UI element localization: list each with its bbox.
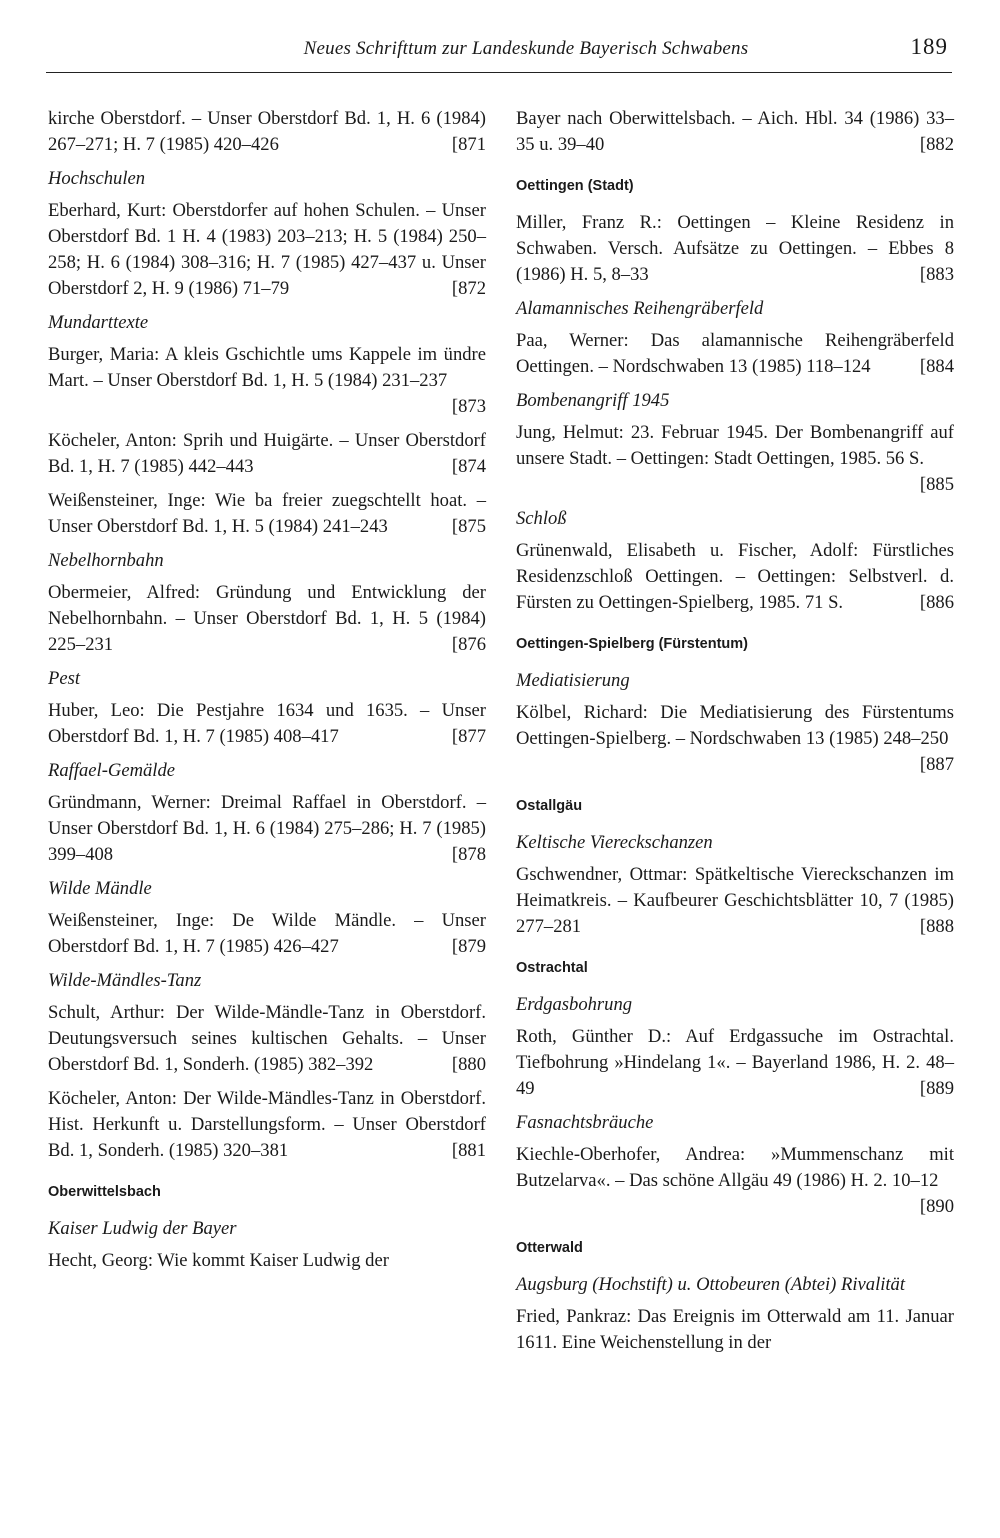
entry-number: [871	[451, 134, 486, 155]
entry-number: [872	[451, 278, 486, 299]
bibliography-entry	[516, 1142, 954, 1220]
topic-heading: Mundarttexte	[48, 312, 149, 333]
right-column	[516, 106, 954, 1364]
page-number: 189	[910, 34, 948, 59]
bibliography-entry	[48, 106, 486, 158]
entry-text: Fried, Pankraz: Das Ereignis im Otterwald am 11. Januar 1611. Eine Weichenstellung in der	[516, 1306, 954, 1353]
bibliography-entry	[48, 428, 486, 480]
topic-heading: Mediatisierung	[516, 670, 630, 691]
entry-number: [888	[919, 916, 954, 937]
entry-number: [877	[451, 726, 486, 747]
entry-text: Köcheler, Anton: Sprih und Huigärte. – Unser Oberstdorf Bd. 1, H. 7 (1985) 442–443	[48, 430, 486, 477]
bibliography-entry	[48, 488, 486, 540]
topic-heading: Keltische Viereckschanzen	[516, 832, 713, 853]
entry-text: Kölbel, Richard: Die Mediatisierung des Fürstentums Oettingen-Spielberg. – Nordschwaben 13 (1985) 248–250	[516, 702, 954, 749]
running-header	[46, 36, 952, 73]
bibliography-entry	[48, 790, 486, 868]
topic-heading: Raffael-Gemälde	[48, 760, 176, 781]
entry-number: [881	[451, 1140, 486, 1161]
bibliography-entry	[48, 342, 486, 420]
bibliography-entry	[48, 908, 486, 960]
entry-number: [883	[919, 264, 954, 285]
bibliography-entry	[516, 1024, 954, 1102]
bibliography-entry	[516, 538, 954, 616]
entry-text: Paa, Werner: Das alamannische Reihengräberfeld Oettingen. – Nordschwaben 13 (1985) 118–124	[516, 330, 954, 377]
bibliography-entry	[516, 328, 954, 380]
entry-text: Obermeier, Alfred: Gründung und Entwicklung der Nebelhornbahn. – Unser Oberstdorf Bd. 1, H. 5 (1984) 225–231	[48, 582, 486, 655]
place-heading: Oettingen (Stadt)	[516, 178, 634, 194]
entry-number: [874	[451, 456, 486, 477]
bibliography-entry	[516, 420, 954, 498]
bibliography-entry	[48, 1086, 486, 1164]
entry-text: kirche Oberstdorf. – Unser Oberstdorf Bd. 1, H. 6 (1984) 267–271; H. 7 (1985) 420–426	[48, 108, 486, 155]
entry-number: [875	[451, 516, 486, 537]
left-column	[48, 106, 486, 1282]
topic-heading: Wilde Mändle	[48, 878, 152, 899]
bibliography-entry	[516, 862, 954, 940]
entry-text: Bayer nach Oberwittelsbach. – Aich. Hbl. 34 (1986) 33–35 u. 39–40	[516, 108, 954, 155]
entry-number: [886	[919, 592, 954, 613]
bibliography-entry	[48, 580, 486, 658]
entry-text: Eberhard, Kurt: Oberstdorfer auf hohen Schulen. – Unser Oberstdorf Bd. 1 H. 4 (1983) 203–213; H. 5 (1984) 250–258; H. 6 (1984) 308–316; H. 7 (1985) 427–437 u. Unser Oberstdorf 2, H. 9 (1986) 71–79	[48, 200, 486, 299]
entry-text: Kiechle-Oberhofer, Andrea: »Mummenschanz mit Butzelarva«. – Das schöne Allgäu 49 (1986) H. 2. 10–12	[516, 1144, 954, 1191]
bibliography-entry	[48, 1000, 486, 1078]
entry-number: [882	[919, 134, 954, 155]
topic-heading: Fasnachtsbräuche	[516, 1112, 654, 1133]
entry-text: Huber, Leo: Die Pestjahre 1634 und 1635. – Unser Oberstdorf Bd. 1, H. 7 (1985) 408–417	[48, 700, 486, 747]
entry-text: Hecht, Georg: Wie kommt Kaiser Ludwig der	[48, 1250, 389, 1271]
entry-number: [873	[451, 396, 486, 417]
running-title: Neues Schrifttum zur Landeskunde Bayerisch Schwabens	[303, 38, 749, 59]
topic-heading: Alamannisches Reihengräberfeld	[516, 298, 764, 319]
entry-number: [878	[451, 844, 486, 865]
entry-text: Schult, Arthur: Der Wilde-Mändle-Tanz in Oberstdorf. Deutungsversuch seines kultischen Gehalts. – Unser Oberstdorf Bd. 1, Sonderh. (1985) 382–392	[48, 1002, 486, 1075]
bibliography-entry	[516, 210, 954, 288]
entry-number: [884	[919, 356, 954, 377]
place-heading: Otterwald	[516, 1240, 583, 1256]
entry-number: [876	[451, 634, 486, 655]
bibliography-entry	[48, 1248, 486, 1274]
entry-number: [890	[919, 1196, 954, 1217]
entry-text: Grünenwald, Elisabeth u. Fischer, Adolf: Fürstliches Residenzschloß Oettingen. – Oettingen: Selbstverl. d. Fürsten zu Oettingen-Spielberg, 1985. 71 S.	[516, 540, 954, 613]
topic-heading: Augsburg (Hochstift) u. Ottobeuren (Abtei) Rivalität	[516, 1274, 906, 1295]
bibliography-entry	[48, 698, 486, 750]
place-heading: Ostrachtal	[516, 960, 588, 976]
topic-heading: Nebelhornbahn	[48, 550, 164, 571]
entry-text: Weißensteiner, Inge: De Wilde Mändle. – Unser Oberstdorf Bd. 1, H. 7 (1985) 426–427	[48, 910, 486, 957]
place-heading: Oettingen-Spielberg (Fürstentum)	[516, 636, 748, 652]
entry-text: Miller, Franz R.: Oettingen – Kleine Residenz in Schwaben. Versch. Aufsätze zu Oettingen. – Ebbes 8 (1986) H. 5, 8–33	[516, 212, 954, 285]
entry-number: [885	[919, 474, 954, 495]
topic-heading: Bombenangriff 1945	[516, 390, 670, 411]
place-heading: Ostallgäu	[516, 798, 583, 814]
entry-text: Gschwendner, Ottmar: Spätkeltische Viereckschanzen im Heimatkreis. – Kaufbeurer Geschichtsblätter 10, 7 (1985) 277–281	[516, 864, 954, 937]
entry-number: [879	[451, 936, 486, 957]
topic-heading: Schloß	[516, 508, 567, 529]
entry-text: Gründmann, Werner: Dreimal Raffael in Oberstdorf. – Unser Oberstdorf Bd. 1, H. 6 (1984) 275–286; H. 7 (1985) 399–408	[48, 792, 486, 865]
entry-text: Jung, Helmut: 23. Februar 1945. Der Bombenangriff auf unsere Stadt. – Oettingen: Stadt Oettingen, 1985. 56 S.	[516, 422, 954, 469]
entry-text: Weißensteiner, Inge: Wie ba freier zuegschtellt hoat. – Unser Oberstdorf Bd. 1, H. 5 (1984) 241–243	[48, 490, 486, 537]
entry-text: Roth, Günther D.: Auf Erdgassuche im Ostrachtal. Tiefbohrung »Hindelang 1«. – Bayerland 1986, H. 2. 48–49	[516, 1026, 954, 1099]
entry-text: Burger, Maria: A kleis Gschichtle ums Kappele im ündre Mart. – Unser Oberstdorf Bd. 1, H. 5 (1984) 231–237	[48, 344, 486, 391]
entry-number: [887	[919, 754, 954, 775]
bibliography-entry	[516, 1304, 954, 1356]
bibliography-entry	[48, 198, 486, 302]
entry-text: Köcheler, Anton: Der Wilde-Mändles-Tanz in Oberstdorf. Hist. Herkunft u. Darstellungsform. – Unser Oberstdorf Bd. 1, Sonderh. (1985) 320–381	[48, 1088, 486, 1161]
entry-number: [880	[451, 1054, 486, 1075]
bibliography-entry	[516, 700, 954, 778]
topic-heading: Wilde-Mändles-Tanz	[48, 970, 202, 991]
topic-heading: Pest	[48, 668, 81, 689]
topic-heading: Erdgasbohrung	[516, 994, 633, 1015]
bibliography-entry	[516, 106, 954, 158]
entry-number: [889	[919, 1078, 954, 1099]
topic-heading: Hochschulen	[48, 168, 146, 189]
place-heading: Oberwittelsbach	[48, 1184, 161, 1200]
topic-heading: Kaiser Ludwig der Bayer	[48, 1218, 237, 1239]
